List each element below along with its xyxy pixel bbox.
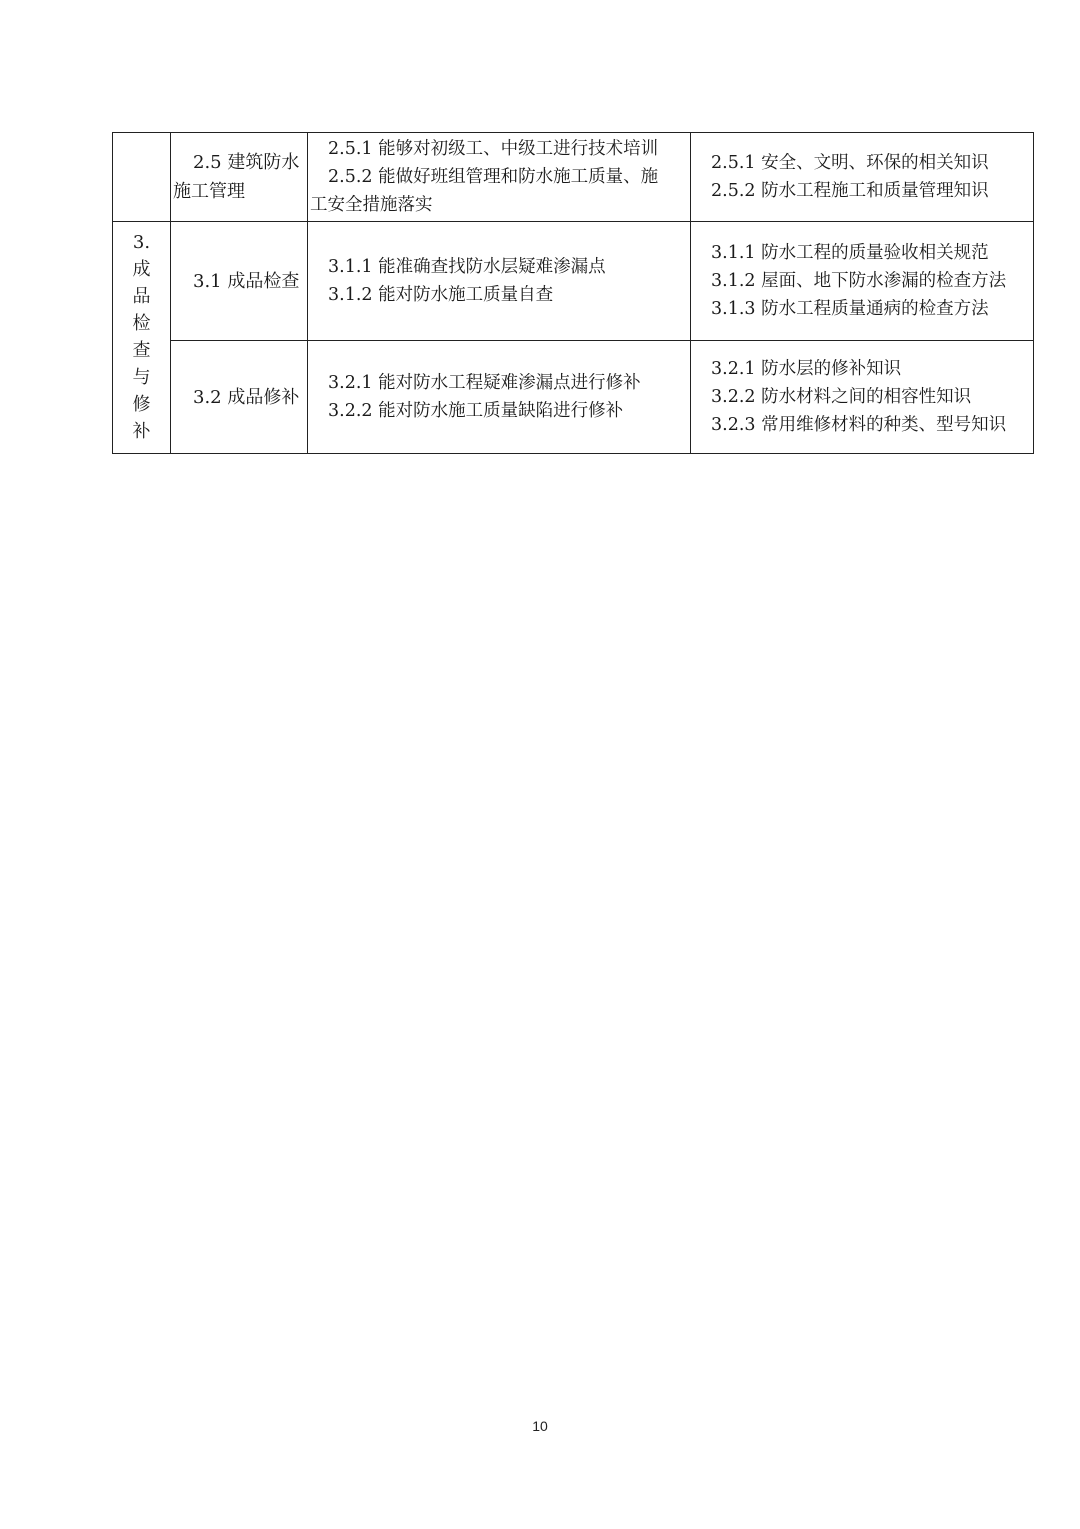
unit-cell: [171, 341, 308, 454]
category-cell: [113, 222, 171, 454]
unit-text: 3.1 成品检查: [193, 270, 300, 292]
skill-item: 2.5.2 能做好班组管理和防水施工质量、施: [328, 167, 659, 187]
skill-item-continuation: 工安全措施落实: [310, 195, 433, 215]
knowledge-cell: [691, 133, 1034, 222]
category-text: 3.成品检查与修补: [132, 232, 151, 442]
skill-item: 3.2.2 能对防水施工质量缺陷进行修补: [328, 401, 624, 421]
knowledge-cell: [691, 341, 1034, 454]
knowledge-item: 2.5.1 安全、文明、环保的相关知识: [711, 153, 989, 173]
knowledge-item: 3.2.2 防水材料之间的相容性知识: [711, 387, 972, 407]
knowledge-item: 3.1.3 防水工程质量通病的检查方法: [711, 299, 989, 319]
knowledge-item: 2.5.2 防水工程施工和质量管理知识: [711, 181, 989, 201]
skills-cell: [308, 133, 691, 222]
skill-item: 3.1.2 能对防水施工质量自查: [328, 285, 554, 305]
table-row: [113, 133, 1034, 222]
table-row: [113, 341, 1034, 454]
unit-text: 2.5 建筑防水施工管理: [173, 152, 300, 202]
knowledge-cell: [691, 222, 1034, 341]
unit-cell: [171, 222, 308, 341]
table-row: [113, 222, 1034, 341]
knowledge-item: 3.2.3 常用维修材料的种类、型号知识: [711, 415, 1007, 435]
knowledge-item: 3.1.1 防水工程的质量验收相关规范: [711, 243, 989, 263]
skills-standards-table: [112, 132, 1034, 454]
skill-item: 3.1.1 能准确查找防水层疑难渗漏点: [328, 257, 606, 277]
knowledge-item: 3.2.1 防水层的修补知识: [711, 359, 902, 379]
unit-text: 3.2 成品修补: [193, 386, 300, 408]
knowledge-item: 3.1.2 屋面、地下防水渗漏的检查方法: [711, 271, 1007, 291]
unit-cell: [171, 133, 308, 222]
skill-item: 2.5.1 能够对初级工、中级工进行技术培训: [328, 139, 659, 159]
skill-item: 3.2.1 能对防水工程疑难渗漏点进行修补: [328, 373, 641, 393]
skills-cell: [308, 222, 691, 341]
category-cell: [113, 133, 171, 222]
page-number: 10: [532, 1418, 548, 1434]
skills-cell: [308, 341, 691, 454]
